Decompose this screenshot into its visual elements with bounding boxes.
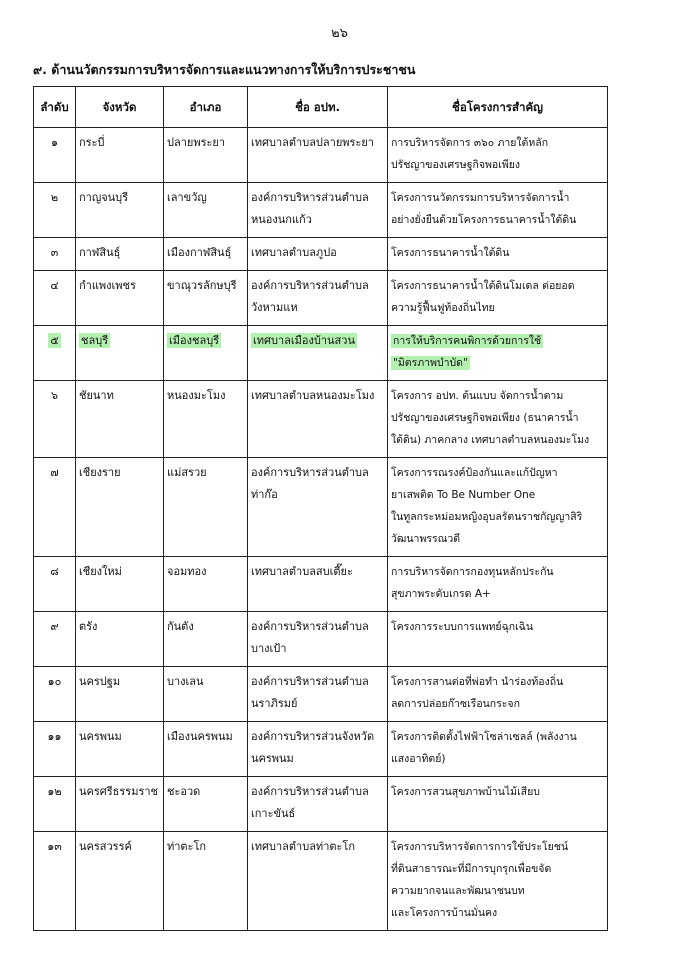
row-district [164,128,248,183]
row-province-text: ตรัง [79,620,98,633]
header-no: ลำดับ [34,87,76,128]
row-province-text: นครศรีธรรมราช [79,785,159,798]
row-project-line: โครงการติดตั้งไฟฟ้าโซล่าเซลล์ (พลังงาน [391,731,577,743]
row-org-line: เทศบาลเมืองบ้านสวน [253,334,355,347]
table-body [34,128,608,931]
projects-table [33,86,608,931]
table-row [34,238,608,271]
row-project [388,271,608,326]
row-number [34,612,76,667]
row-district [164,777,248,832]
row-project [388,557,608,612]
row-number [34,777,76,832]
row-org-line: องค์การบริหารส่วนตำบล [251,279,369,292]
row-district [164,612,248,667]
row-district [164,381,248,458]
row-project-line: ความรู้ฟื้นฟูท้องถิ่นไทย [391,302,495,314]
row-org-line: นราภิรมย์ [251,697,298,710]
table-row [34,326,608,381]
row-org-line: เทศบาลตำบลหนองมะโมง [251,389,375,402]
table-row [34,128,608,183]
table-row [34,777,608,832]
row-project [388,238,608,271]
row-province-text: นครพนม [79,730,122,743]
row-district-text: เมืองกาฬสินธุ์ [167,246,232,259]
row-org [248,557,388,612]
row-org-line: บางเป้า [251,642,287,655]
row-district-text: เมืองชลบุรี [169,334,220,347]
row-project-line: โครงการสวนสุขภาพบ้านไม้เสียบ [391,786,540,798]
row-org [248,458,388,557]
table-row [34,722,608,777]
row-district [164,326,248,381]
row-org-line: องค์การบริหารส่วนตำบล [251,466,369,479]
row-province-text: ชลบุรี [81,334,109,347]
row-org [248,667,388,722]
row-province-text: กาฬสินธุ์ [79,246,121,259]
row-province [76,381,164,458]
row-number [34,238,76,271]
row-district-text: ท่าตะโก [167,840,207,853]
row-district [164,458,248,557]
row-org-line: องค์การบริหารส่วนตำบล [251,785,369,798]
row-project-line: วัฒนาพรรณวดี [391,533,461,545]
row-project-line: โครงการธนาคารน้ำใต้ดิน [391,247,510,259]
table-row [34,458,608,557]
row-province [76,832,164,931]
row-number-text: ๑๑ [47,730,62,743]
row-project-line: ปรัชญาของเศรษฐกิจพอเพียง [391,159,521,171]
row-district [164,722,248,777]
row-project-line: โครงการธนาคารน้ำใต้ดินโมเดล ต่อยอด [391,280,575,292]
table-row [34,557,608,612]
row-project-line: ใต้ดิน) ภาคกลาง เทศบาลตำบลหนองมะโมง [391,434,590,446]
row-org-line: องค์การบริหารส่วนตำบล [251,675,369,688]
row-number [34,832,76,931]
row-org-line: ท่าก๊อ [251,488,278,501]
row-project-line: โครงการบริหารจัดการการใช้ประโยชน์ [391,841,569,853]
row-number-text: ๕ [50,334,59,347]
row-org-line: องค์การบริหารส่วนตำบล [251,620,369,633]
row-province-text: กาญจนบุรี [79,191,129,204]
row-project-line: การบริหารจัดการ ๓๖๐ ภายใต้หลัก [391,137,549,149]
header-province: จังหวัด [76,87,164,128]
row-project-line: และโครงการบ้านมั่นคง [391,907,498,919]
row-org-line: เทศบาลตำบลท่าตะโก [251,840,355,853]
row-district [164,238,248,271]
row-project-line: โครงการ อปท. ต้นแบบ จัดการน้ำตาม [391,390,564,402]
row-number-text: ๑๒ [47,785,62,798]
row-province [76,238,164,271]
row-province-text: เชียงใหม่ [79,565,122,578]
row-org [248,722,388,777]
row-project [388,832,608,931]
row-project [388,458,608,557]
row-org [248,238,388,271]
row-province-text: ชัยนาท [79,389,114,402]
row-district-text: ปลายพระยา [167,136,226,149]
table-header-row [34,87,608,128]
row-project-line: การบริหารจัดการกองทุนหลักประกัน [391,566,554,578]
row-province [76,557,164,612]
row-district-text: ขาณุวรลักษบุรี [167,279,237,292]
row-org [248,271,388,326]
row-project-line: ความยากจนและพัฒนาชนบท [391,885,525,897]
row-province-text: นครสวรรค์ [79,840,132,853]
row-project-line: แสงอาทิตย์) [391,753,446,765]
row-project-line: ที่ดินสาธารณะที่มีการบุกรุกเพื่อขจัด [391,863,552,875]
row-org-line: หนองนกแก้ว [251,213,312,226]
row-org-line: เทศบาลตำบลปลายพระยา [251,136,374,149]
row-district-text: หนองมะโมง [167,389,226,402]
row-number-text: ๑๓ [47,840,62,853]
row-district [164,667,248,722]
row-province [76,667,164,722]
row-number-text: ๖ [51,389,58,402]
row-number-text: ๙ [50,620,59,633]
row-org [248,183,388,238]
row-district [164,183,248,238]
page-number: ๒๖ [331,26,348,41]
row-org [248,832,388,931]
row-number-text: ๓ [50,246,59,259]
row-district-text: แม่สรวย [167,466,207,479]
row-district-text: บางเลน [167,675,204,688]
row-project [388,777,608,832]
row-province [76,777,164,832]
section-title: ๙. ด้านนวัตกรรมการบริหารจัดการและแนวทางการให้บริการประชาชน [33,62,416,77]
row-project-line: "มิตรภาพบำบัด" [393,357,468,369]
row-number [34,128,76,183]
table-row [34,271,608,326]
row-org-line: เทศบาลตำบลสบเตี๊ยะ [251,565,353,578]
row-org-line: องค์การบริหารส่วนจังหวัด [251,730,375,743]
row-province [76,271,164,326]
row-number [34,557,76,612]
row-number [34,458,76,557]
row-number [34,326,76,381]
row-project-line: โครงการสานต่อที่พ่อทำ นำร่องท้องถิ่น [391,676,564,688]
row-project-line: โครงการรณรงค์ป้องกันและแก้ปัญหา [391,467,558,479]
row-org [248,777,388,832]
row-province [76,458,164,557]
row-number [34,722,76,777]
row-province-text: เชียงราย [79,466,121,479]
table-row [34,667,608,722]
row-org-line: องค์การบริหารส่วนตำบล [251,191,369,204]
row-district [164,271,248,326]
row-number-text: ๑ [51,136,58,149]
row-project-line: ในทูลกระหม่อมหญิงอุบลรัตนราชกัญญาสิริ [391,511,583,523]
row-district-text: เมืองนครพนม [167,730,233,743]
row-project [388,722,608,777]
row-district-text: จอมทอง [167,565,207,578]
row-district-text: กันตัง [167,620,194,633]
row-district [164,557,248,612]
row-project [388,667,608,722]
row-number [34,271,76,326]
row-project-line: การให้บริการคนพิการด้วยการใช้ [393,335,542,347]
row-org-line: เทศบาลตำบลภูปอ [251,246,337,259]
row-district-text: ชะอวด [167,785,201,798]
row-province-text: นครปฐม [79,675,121,688]
table-row [34,832,608,931]
row-district-text: เลาขวัญ [167,191,207,204]
row-project [388,183,608,238]
row-district [164,832,248,931]
row-project-line: ลดการปล่อยก๊าซเรือนกระจก [391,698,520,710]
row-project-line: ยาเสพติด To Be Number One [391,489,536,501]
table-row [34,183,608,238]
row-number-text: ๑๐ [47,675,62,688]
row-project [388,326,608,381]
row-province [76,183,164,238]
row-number [34,667,76,722]
row-project-line: โครงการระบบการแพทย์ฉุกเฉิน [391,621,534,633]
table-row [34,381,608,458]
row-org-line: เกาะขันธ์ [251,807,296,820]
row-org [248,612,388,667]
header-project: ชื่อโครงการสำคัญ [388,87,608,128]
row-number-text: ๗ [50,466,59,479]
row-project-line: ปรัชญาของเศรษฐกิจพอเพียง (ธนาคารน้ำ [391,412,579,424]
row-org [248,326,388,381]
header-org: ชื่อ อปท. [248,87,388,128]
table-row [34,612,608,667]
row-org [248,128,388,183]
row-org [248,381,388,458]
row-number [34,381,76,458]
row-project-line: อย่างยั่งยืนด้วยโครงการธนาคารน้ำใต้ดิน [391,214,577,226]
row-number-text: ๔ [50,279,59,292]
row-province [76,612,164,667]
row-project [388,128,608,183]
row-province-text: กระบี่ [79,136,105,149]
row-project [388,612,608,667]
row-project-line: สุขภาพระดับเกรด A+ [391,588,491,600]
row-number-text: ๘ [50,565,59,578]
row-province [76,128,164,183]
row-org-line: นครพนม [251,752,294,765]
row-number-text: ๒ [50,191,59,204]
row-province-text: กำแพงเพชร [79,279,136,292]
row-org-line: วังหามแห [251,301,298,314]
row-project-line: โครงการนวัตกรรมการบริหารจัดการน้ำ [391,192,570,204]
row-province [76,326,164,381]
header-district: อำเภอ [164,87,248,128]
row-number [34,183,76,238]
row-project [388,381,608,458]
row-province [76,722,164,777]
